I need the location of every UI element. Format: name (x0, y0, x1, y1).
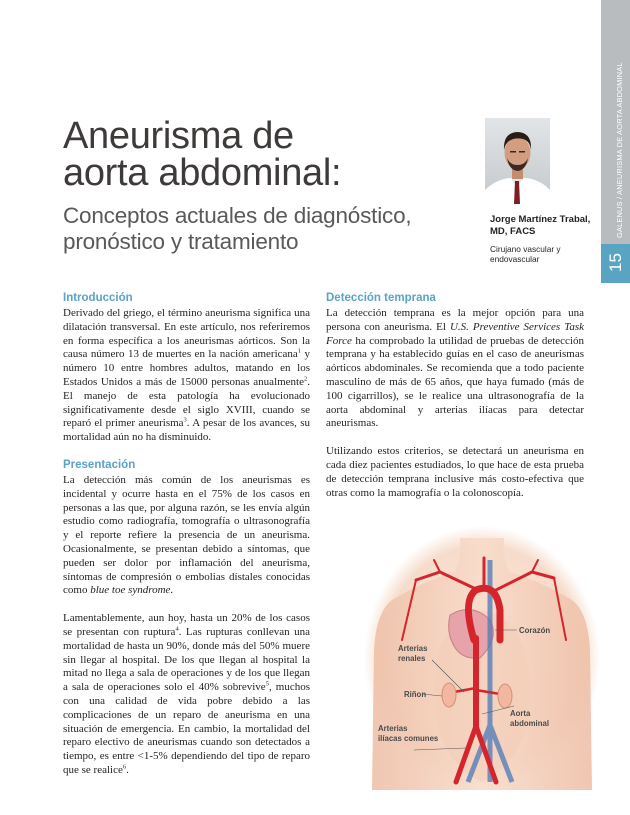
label-iliac-1: Arterias (378, 724, 408, 733)
text-run-italic: U.S. Preventive Services Task Force (326, 320, 584, 347)
author-name-line-1: Jorge Martínez Trabal, (490, 214, 591, 225)
kidney-right (498, 684, 512, 708)
right-column (326, 292, 584, 500)
text-run: . (126, 763, 129, 776)
subtitle-line-1: Conceptos actuales de diagnóstico, (63, 203, 412, 228)
label-renal-1: Arterias (398, 644, 428, 653)
title-line-2: aorta abdominal: (63, 152, 342, 194)
left-column (63, 292, 310, 778)
heading-deteccion-temprana: Detección temprana (326, 292, 436, 304)
text-run: La detección más común de los aneurismas es incidental y ocurre hasta en el 75% de los casos en personas a las que, por alguna razón, se les envía algún estudio como radiografía, tomografía o ultrasonografía y el reporte refiere la presencia de un aneurisma. Ocasionalmente, se presentan debido a síntomas, que pueden ser dolor por inflamación del aneurisma, síntomas de compresión o embolias dístales conocidas como (63, 473, 310, 597)
page-number: 15 (606, 253, 625, 272)
text-run: . Las rupturas conllevan una mortalidad de hasta un 90%, donde más del 50% muere sin llegar al hospital. De los que llegan al hospital la mitad no llega a sala de operaciones y de los que llegan a sala de operaciones solo el 40% sobrevive (63, 625, 310, 694)
author-block (490, 214, 600, 264)
text-run: , muchos con una calidad de vida pobre debido a las complicaciones de un reparo de aneurisma en una situación de emergencia. En cambio, la mortalidad del reparo electivo de aneurismas cuando son detectados a tiempo, es entre <1-5% dependiendo del tipo de reparo que se realice (63, 681, 310, 776)
heading-presentacion: Presentación (63, 458, 136, 471)
article-title (63, 115, 342, 194)
title-line-1: Aneurisma de (63, 115, 294, 157)
label-heart: Corazón (519, 626, 551, 635)
paragraph-presentacion (63, 474, 310, 598)
subtitle-line-2: pronóstico y tratamiento (63, 229, 299, 254)
text-run: y número 10 entre hombres adultos, matando en los Estados Unidos a más de 15000 personas anualmente (63, 348, 311, 388)
paragraph-introduccion (63, 307, 310, 445)
author-name (490, 214, 600, 238)
label-iliac-2: ilíacas comunes (378, 734, 439, 743)
footnote-ref: 5 (265, 680, 269, 688)
author-role-line-1: Cirujano vascular y (490, 244, 561, 254)
text-run: Lamentablemente, aun hoy, hasta un 20% de los casos se presentan con ruptura (63, 612, 310, 638)
article-subtitle (63, 203, 411, 255)
label-aorta-1: Aorta (510, 709, 531, 718)
aorta-illustration (362, 520, 602, 790)
section-side-tab (601, 0, 630, 283)
footnote-ref: 4 (175, 625, 179, 633)
author-name-line-2: MD, FACS (490, 226, 536, 237)
paragraph-deteccion (326, 307, 584, 431)
text-run-italic: blue toe syndrome. (90, 584, 174, 597)
text-run: . El manejo de esta patología ha evolucionado significativamente desde el siglo XVIII, cuando se reparó el primer aneurisma (63, 375, 310, 430)
paragraph-deteccion-2: Utilizando estos criterios, se detectará un aneurisma en cada diez pacientes estudiados, lo que hace de esta prueba de detección temprana inclusive más costo-efectiva que otras como la mamografía o la colonoscopía. (326, 445, 584, 499)
footnote-ref: 2 (304, 375, 308, 383)
author-portrait-image (485, 118, 550, 204)
footnote-ref: 6 (122, 763, 127, 771)
heading-introduccion: Introducción (63, 292, 133, 304)
page-number-box (601, 244, 630, 283)
aorta-anatomy-figure (362, 520, 602, 790)
kidney-left (442, 683, 456, 707)
label-renal-2: renales (398, 654, 426, 663)
running-head: GALENUS / ANEURISMA DE AORTA ABDOMINAL (615, 62, 624, 238)
text-run: Derivado del griego, el término aneurisma significa una dilatación transversal. En este artículo, nos referiremos en forma específica a los aneurismas aórticos. Son la causa número 13 de muertes en la nación americana (63, 307, 310, 361)
footnote-ref: 1 (297, 347, 302, 355)
label-aorta-2: abdominal (510, 719, 549, 728)
author-photo (485, 118, 550, 204)
label-kidney: Riñon (404, 690, 427, 699)
text-run: ha comprobado la utilidad de pruebas de detección temprana y ha establecido guías en el caso de aneurismas aórticos abdominales. Se recomienda que a todo paciente masculino de más de 65 años, que haya fumado (más de 100 cigarrillos), se le realice una ultrasonografía de la aorta abdominal y arterias ilíacas para detectar aneurismas. (326, 334, 584, 430)
author-role (490, 244, 600, 264)
text-run: La detección temprana es la mejor opción para una persona con aneurisma. El (326, 307, 584, 333)
author-role-line-2: endovascular (490, 254, 540, 264)
footnote-ref: 3 (183, 416, 187, 424)
text-run: . A pesar de los avances, su mortalidad aún no ha disminuido. (63, 417, 311, 444)
paragraph-presentacion-2 (63, 612, 310, 778)
